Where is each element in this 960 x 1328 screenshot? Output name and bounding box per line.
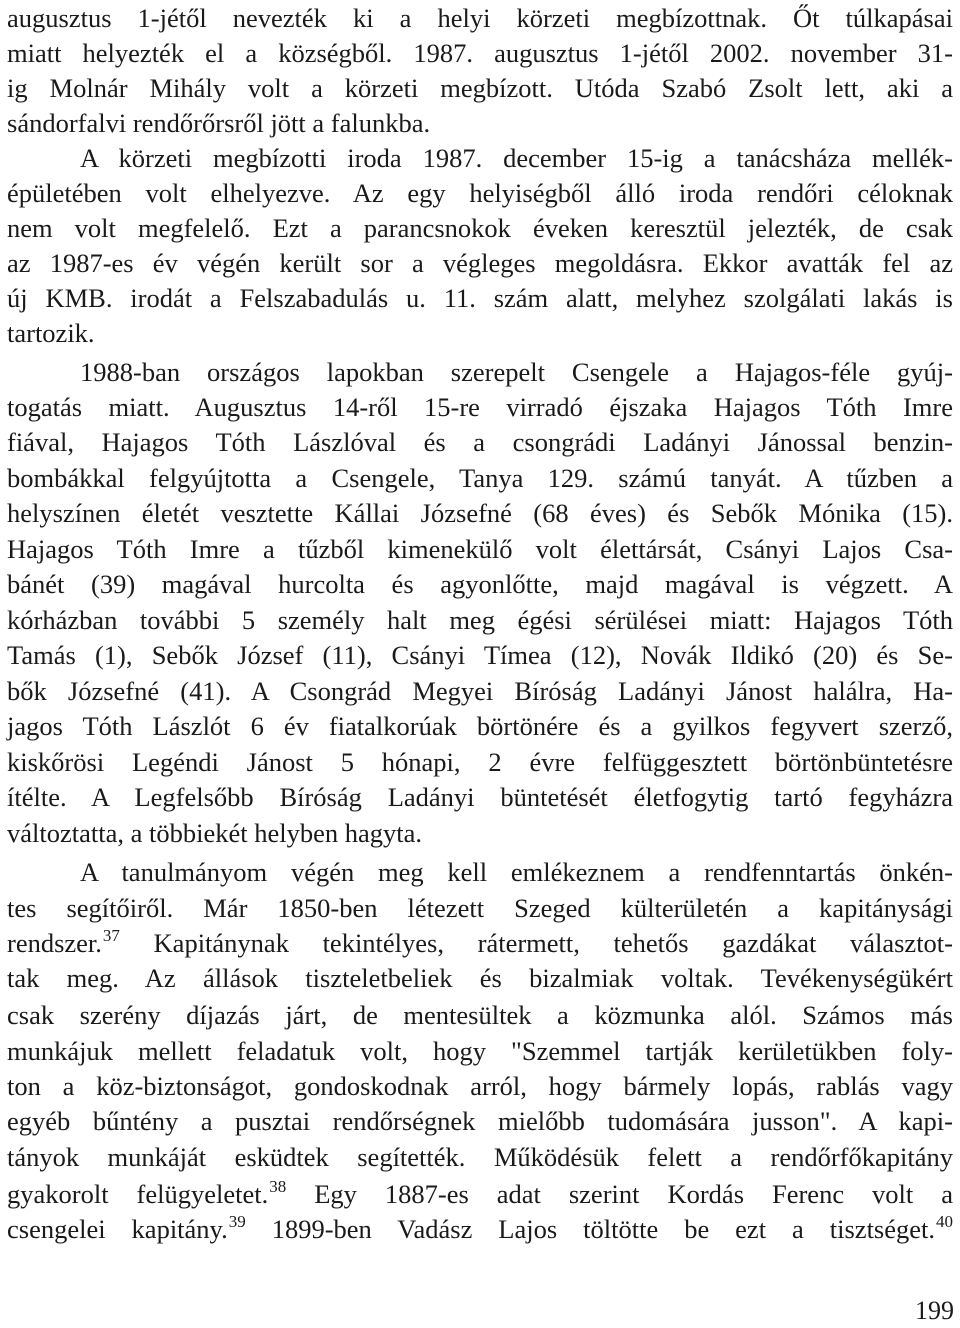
text-line-with-footnote	[7, 1179, 953, 1213]
text-line-with-footnote	[7, 1214, 953, 1248]
text-line: Hajagos Tóth Imre a tűzből kimenekülő volt élettársát, Csányi Lajos Csa-	[7, 534, 953, 564]
text-line: miatt helyezték el a községből. 1987. augusztus 1-jétől 2002. november 31-	[7, 38, 953, 68]
footnote-ref[interactable]: 38	[269, 1177, 287, 1196]
text-line: bombákkal felgyújtotta a Csengele, Tanya 129. számú tanyát. A tűzben a	[7, 463, 953, 493]
text-line: sándorfalvi rendőrőrsről jött a falunkba.	[7, 108, 431, 138]
text-line: változtatta, a többiekét helyben hagyta.	[7, 818, 423, 848]
text-line: helyszínen életét vesztette Kállai Józsefné (68 éves) és Sebők Mónika (15).	[7, 498, 953, 528]
text-line: ig Molnár Mihály volt a körzeti megbízott. Utóda Szabó Zsolt lett, aki a	[7, 73, 953, 103]
text-fragment: 1899-ben Vadász Lajos töltötte be ezt a tisztséget.	[271, 1214, 935, 1244]
text-fragment: gyakorolt felügyeletet.	[7, 1179, 269, 1209]
text-line: A körzeti megbízotti iroda 1987. december 15-ig a tanácsháza mellék-	[80, 143, 953, 173]
text-line: fiával, Hajagos Tóth Lászlóval és a csongrádi Ladányi Jánossal benzin-	[7, 427, 953, 457]
text-line: egyéb bűntény a pusztai rendőrségnek mielőbb tudomására jusson". A kapi-	[7, 1106, 953, 1136]
footnote-ref[interactable]: 39	[228, 1212, 246, 1231]
text-fragment: Egy 1887-es adat szerint Kordás Ferenc volt a	[314, 1179, 954, 1209]
text-fragment: Kapitánynak tekintélyes, rátermett, tehetős gazdákat választot-	[153, 928, 953, 958]
text-line: tányok munkáját esküdtek segítették. Működésük felett a rendőrfőkapitány	[7, 1142, 953, 1172]
text-line: tak meg. Az állások tiszteletbeliek és bizalmiak voltak. Tevékenységükért	[7, 963, 953, 993]
text-line: kiskőrösi Legéndi Jánost 5 hónapi, 2 évre felfüggesztett börtönbüntetésre	[7, 747, 953, 777]
text-line: jagos Tóth Lászlót 6 év fiatalkorúak börtönére és a gyilkos fegyvert szerző,	[7, 711, 953, 741]
text-line: A tanulmányom végén meg kell emlékeznem a rendfenntartás önkén-	[80, 857, 953, 887]
text-fragment: rendszer.	[7, 928, 102, 958]
footnote-ref[interactable]: 40	[936, 1212, 953, 1231]
text-line: augusztus 1-jétől nevezték ki a helyi körzeti megbízottnak. Őt túlkapásai	[7, 3, 953, 33]
text-line: épületében volt elhelyezve. Az egy helyiségből álló iroda rendőri céloknak	[7, 178, 953, 208]
text-line: nem volt megfelelő. Ezt a parancsnokok éveken keresztül jelezték, de csak	[7, 213, 953, 243]
text-line: ítélte. A Legfelsőbb Bíróság Ladányi büntetését életfogytig tartó fegyházra	[7, 782, 953, 812]
text-line: ton a köz-biztonságot, gondoskodnak arról, hogy bármely lopás, rablás vagy	[7, 1071, 953, 1101]
text-line-with-footnote	[7, 928, 953, 962]
text-line: bánét (39) magával hurcolta és agyonlőtte, majd magával is végzett. A	[7, 569, 953, 599]
text-line: tartozik.	[7, 318, 95, 348]
text-fragment: csengelei kapitány.	[7, 1214, 228, 1244]
footnote-ref[interactable]: 37	[102, 926, 120, 945]
text-line: bők Józsefné (41). A Csongrád Megyei Bíróság Ladányi Jánost halálra, Ha-	[7, 676, 953, 706]
text-line: Tamás (1), Sebők József (11), Csányi Tímea (12), Novák Ildikó (20) és Se-	[7, 640, 953, 670]
text-line: 1988-ban országos lapokban szerepelt Csengele a Hajagos-féle gyúj-	[80, 357, 953, 387]
page-number: 199	[915, 1296, 954, 1325]
text-line: új KMB. irodát a Felszabadulás u. 11. szám alatt, melyhez szolgálati lakás is	[7, 283, 953, 313]
text-line: csak szerény díjazás járt, de mentesültek a közmunka alól. Számos más	[7, 1000, 953, 1030]
text-line: az 1987-es év végén került sor a végleges megoldásra. Ekkor avatták fel az	[7, 248, 953, 278]
text-line: togatás miatt. Augusztus 14-ről 15-re virradó éjszaka Hajagos Tóth Imre	[7, 392, 953, 422]
text-line: tes segítőiről. Már 1850-ben létezett Szeged külterületén a kapitánysági	[7, 893, 953, 923]
text-line: munkájuk mellett feladatuk volt, hogy "Szemmel tartják kerületükben foly-	[7, 1036, 953, 1066]
text-line: kórházban további 5 személy halt meg égési sérülései miatt: Hajagos Tóth	[7, 605, 953, 635]
